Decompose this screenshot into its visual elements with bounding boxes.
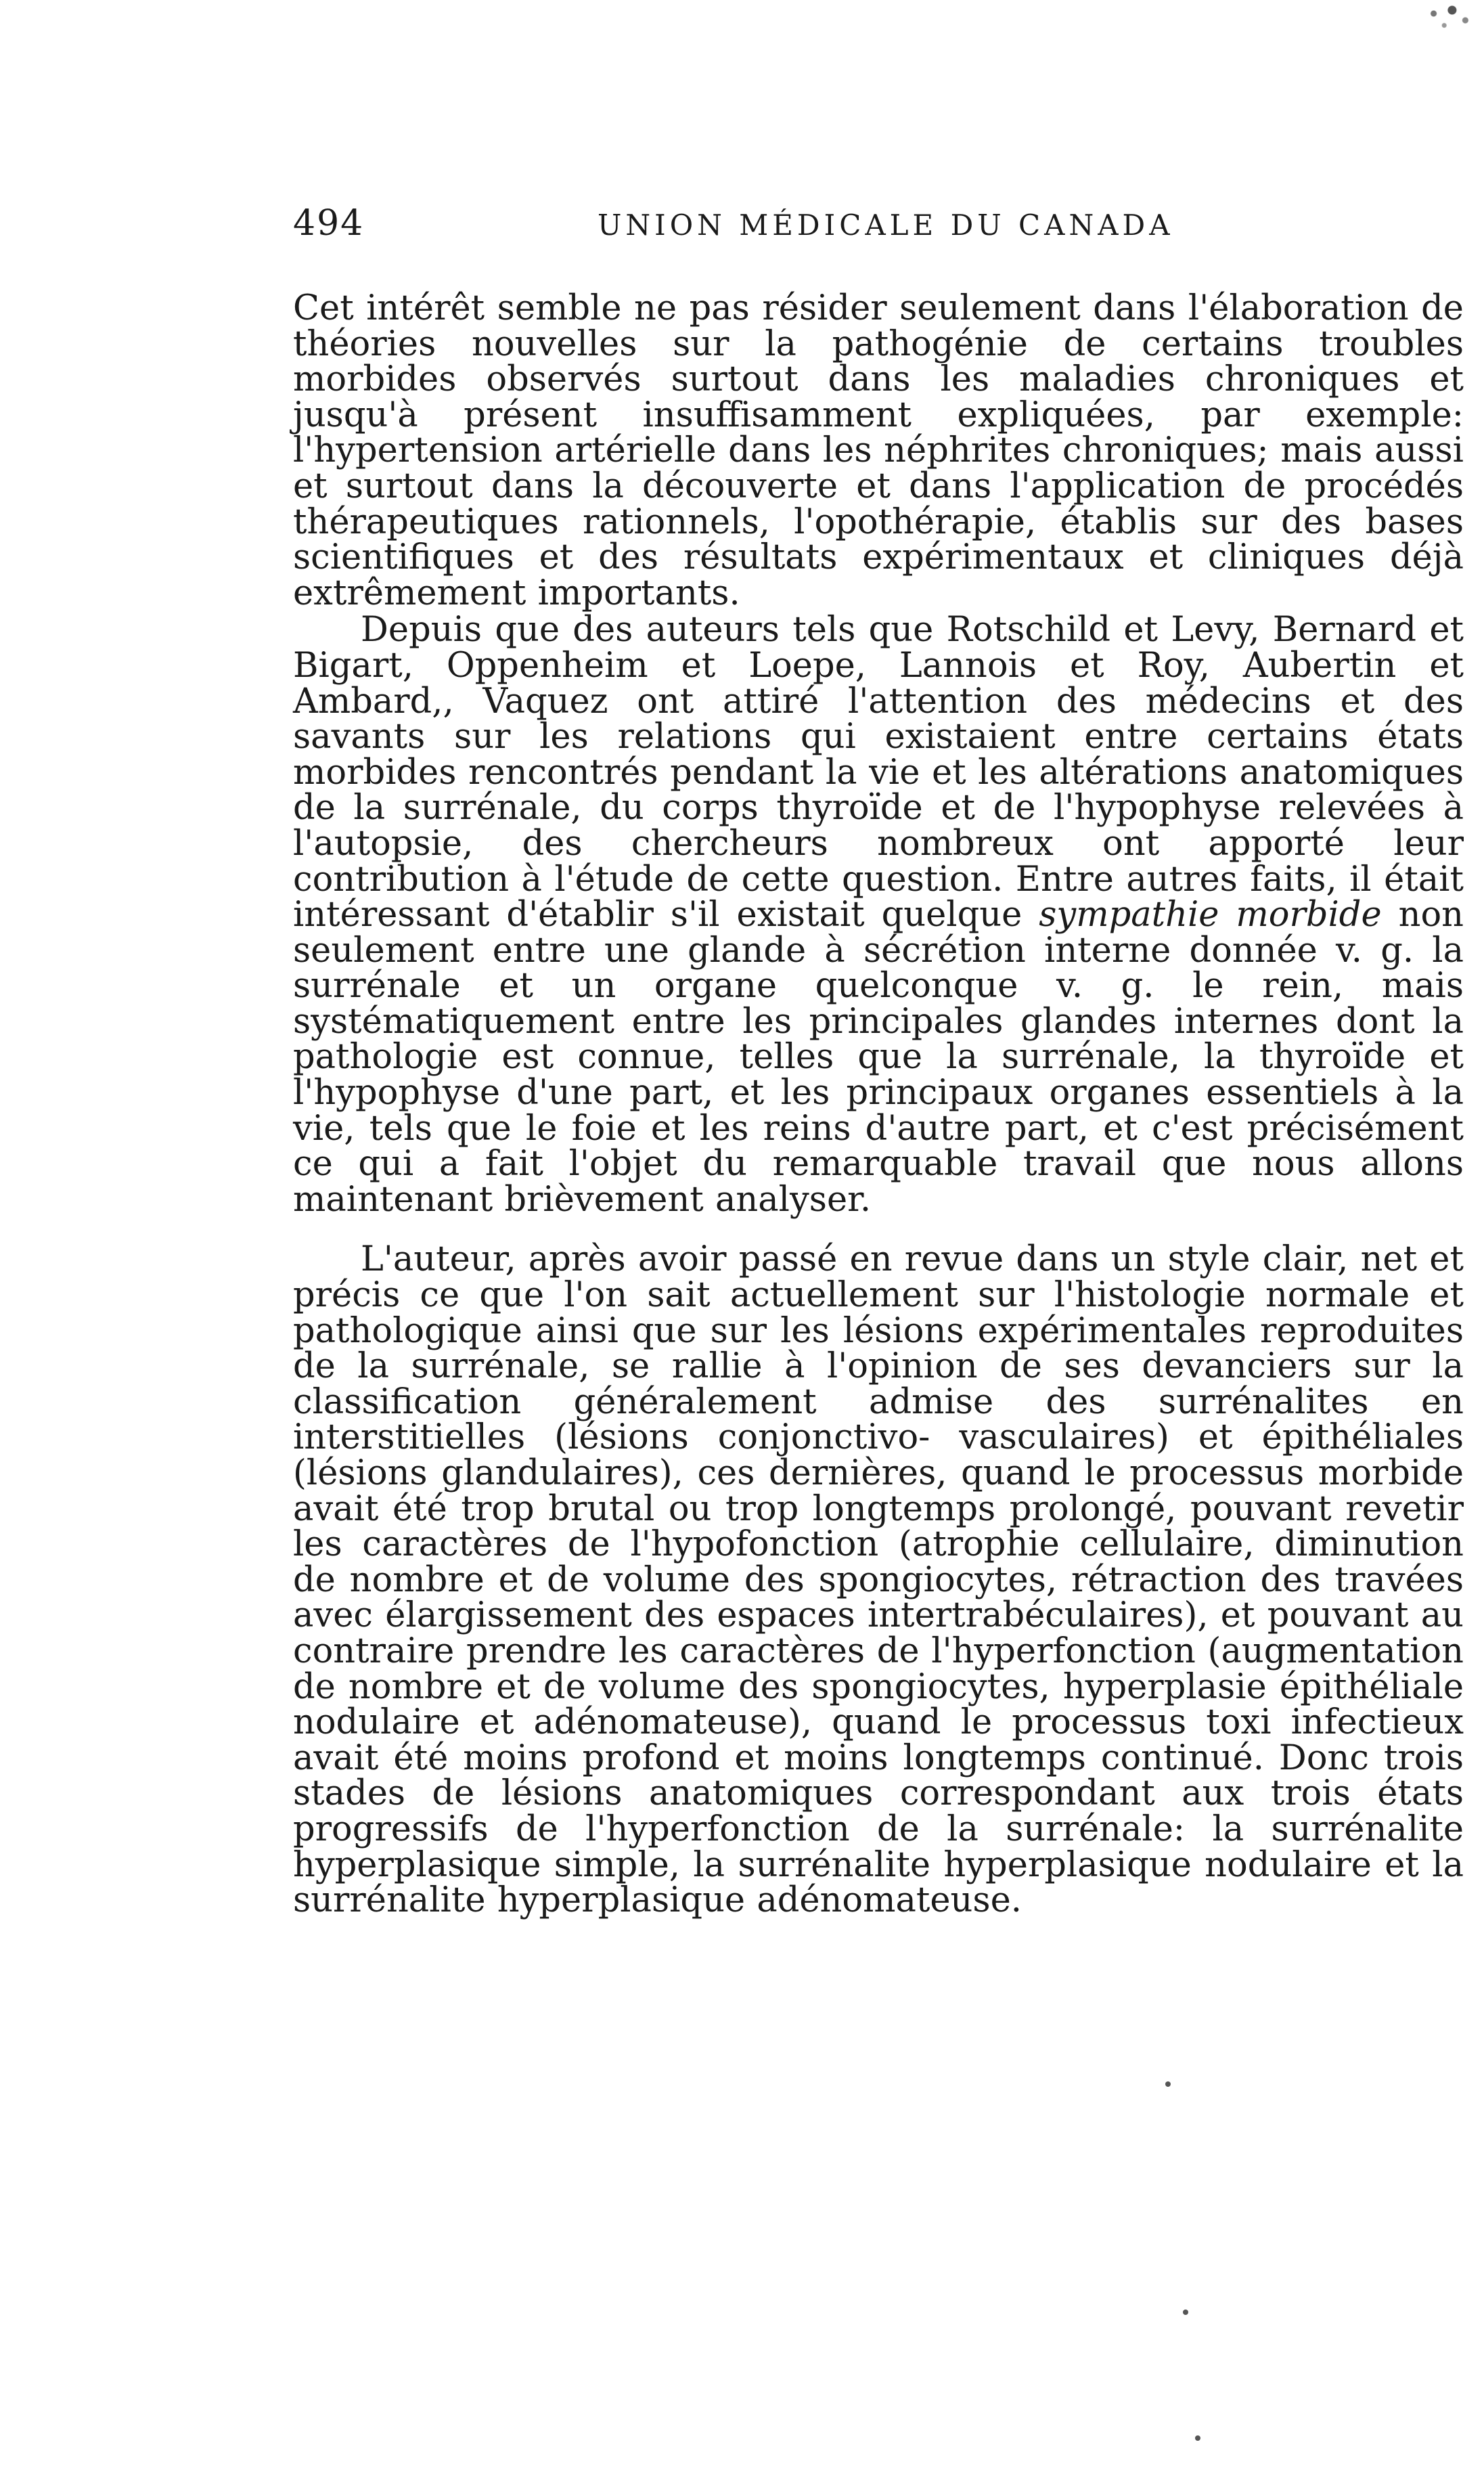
ink-speck (1165, 2081, 1171, 2087)
running-title: UNION MÉDICALE DU CANADA (598, 208, 1174, 242)
page-number: 494 (293, 203, 365, 244)
body-text (293, 288, 1464, 1921)
ink-speck (1195, 2435, 1200, 2441)
italic-phrase: sympathie morbide (1039, 895, 1382, 935)
paragraph-1: Cet intérêt semble ne pas résider seulement dans l'élaboration de théories nouvelles sur la pathogénie de certains troubles morbides observés surtout dans les maladies chroniques et jusqu'à présent insuffisamment expliquées, par exemple: l'hypertension artérielle dans les néphrites chroniques; mais aussi et surtout dans la découverte et dans l'application de procédés thérapeutiques rationnels, l'opothérapie, établis sur des bases scientifiques et des résultats expérimentaux et cliniques déjà extrêmement importants. (293, 288, 1464, 613)
paragraph-2 (293, 610, 1464, 1220)
ink-speck (1183, 2310, 1188, 2315)
scan-artifact-mark (1423, 0, 1476, 34)
page-header (293, 203, 1464, 257)
paragraph-2-start: Depuis que des auteurs tels que Rotschild et Levy, Bernard et Bigart, Oppenheim et Loepe, Lannois et Roy, Aubertin et Ambard,, Vaquez ont attiré l'attention des médecins et des savants sur les relations qui existaient entre certains états morbides rencontrés pendant la vie et les altérations anatomiques de la surrénale, du corps thyroïde et de l'hypophyse relevées à l'autopsie, des chercheurs nombreux ont apporté leur contribution à l'étude de cette question. Entre autres faits, il était intéressant d'établir s'il existait quelque (293, 610, 1464, 935)
paragraph-3: L'auteur, après avoir passé en revue dans un style clair, net et précis ce que l'on sait actuellement sur l'histologie normale et pathologique ainsi que sur les lésions expérimentales reproduites de la surrénale, se rallie à l'opinion de ses devanciers sur la classification généralement admise des surrénalites en interstitielles (lésions conjonctivo- vasculaires) et épithéliales (lésions glandulaires), ces dernières, quand le processus morbide avait été trop brutal ou trop longtemps prolongé, pouvant revetir les caractères de l'hypofonction (atrophie cellulaire, diminution de nombre et de volume des spongiocytes, rétraction des travées avec élargissement des espaces intertrabéculaires), et pouvant au contraire prendre les caractères de l'hyperfonction (augmentation de nombre et de volume des spongiocytes, hyperplasie épithéliale nodulaire et adénomateuse), quand le processus toxi infectieux avait été moins profond et moins longtemps continué. Donc trois stades de lésions anatomiques correspondant aux trois états progressifs de l'hyperfonction de la surrénale: la surrénalite hyperplasique simple, la surrénalite hyperplasique nodulaire et la surrénalite hyperplasique adénomateuse. (293, 1239, 1464, 1921)
paragraph-2-end: non seulement entre une glande à sécrétion interne donnée v. g. la surrénale et un organe quelconque v. g. le rein, mais systématiquement entre les principales glandes internes dont la pathologie est connue, telles que la surrénale, la thyroïde et l'hypophyse d'une part, et les principaux organes essentiels à la vie, tels que le foie et les reins d'autre part, et c'est précisément ce qui a fait l'objet du remarquable travail que nous allons maintenant brièvement analyser. (293, 895, 1464, 1220)
